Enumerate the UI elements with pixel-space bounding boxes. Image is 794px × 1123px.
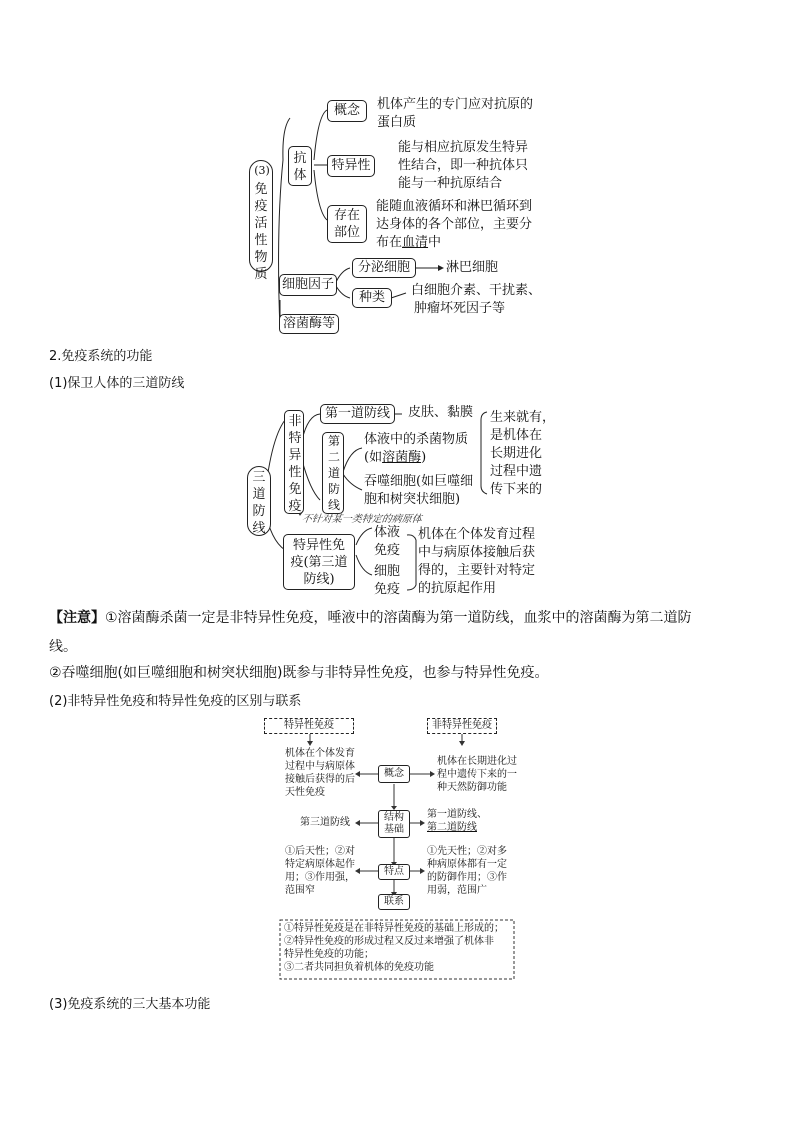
kinds-box: 种类 bbox=[352, 288, 392, 308]
kinds-text-1: 白细胞介素、干扰素、 bbox=[411, 283, 542, 298]
concept-text-2: 蛋白质 bbox=[377, 115, 417, 130]
left-features-4: 范围窄 bbox=[285, 885, 315, 896]
handwritten-annotation: 不针对某一类特定的病原体 bbox=[300, 514, 423, 525]
left-concept-4: 天性免疫 bbox=[285, 787, 325, 798]
secrete-cell-box: 分泌细胞 bbox=[352, 258, 416, 278]
innate-text-3: 长期进化 bbox=[490, 446, 543, 461]
left-concept-3: 接触后获得的后 bbox=[285, 774, 355, 785]
kinds-text-2: 肿瘤坏死因子等 bbox=[414, 301, 506, 316]
left-features-2: 特定病原体起作 bbox=[285, 859, 355, 870]
subheading-three-functions: (3)免疫系统的三大基本功能 bbox=[49, 997, 211, 1012]
location-text-3: 布在血清中 bbox=[376, 235, 442, 250]
concept-node: 概念 bbox=[378, 765, 410, 783]
serum-underlined: 血清 bbox=[402, 235, 429, 250]
left-structure: 第三道防线 bbox=[300, 817, 350, 828]
antibody-label: 抗体 bbox=[293, 151, 307, 183]
immune-active-substance-label: 免疫活性物质 bbox=[254, 182, 268, 282]
left-concept-1: 机体在个体发育 bbox=[285, 748, 355, 759]
subheading-three-defense-lines: (1)保卫人体的三道防线 bbox=[49, 376, 185, 391]
specificity-box: 特异性 bbox=[327, 155, 375, 177]
innate-text-4: 过程中遗 bbox=[490, 464, 543, 479]
right-features-1: ①先天性；②对多 bbox=[427, 846, 507, 857]
specific-immunity-header: 特异性免疫 bbox=[264, 718, 354, 734]
lymphocyte-text: 淋巴细胞 bbox=[446, 260, 499, 275]
left-concept-2: 过程中与病原体 bbox=[285, 761, 355, 772]
second-line-text-1: 体液中的杀菌物质 bbox=[364, 432, 469, 447]
location-label-2: 部位 bbox=[333, 225, 360, 240]
innate-text-1: 生来就有， bbox=[490, 410, 556, 425]
specific-text-1: 机体在个体发育过程 bbox=[418, 527, 536, 542]
specificity-text-2: 性结合，即一种抗体只 bbox=[398, 158, 529, 173]
features-node: 特点 bbox=[378, 864, 410, 880]
right-features-3: 的防御作用；③作 bbox=[427, 872, 507, 883]
second-line-text-4: 胞和树突状细胞) bbox=[364, 492, 461, 507]
second-line-text-3: 吞噬细胞(如巨噬细 bbox=[364, 474, 474, 489]
first-line-text: 皮肤、黏膜 bbox=[408, 405, 474, 420]
nonspecific-immunity-header: 非特异性免疫 bbox=[427, 718, 497, 734]
cytokine-box: 细胞因子 bbox=[279, 274, 337, 296]
relation-text-1: ①特异性免疫是在非特异性免疫的基础上形成的； bbox=[284, 923, 504, 934]
structure-node: 结构 基础 bbox=[378, 810, 410, 838]
concept-box: 概念 bbox=[327, 100, 367, 122]
note-line-2: 线。 bbox=[49, 639, 77, 655]
first-line-box: 第一道防线 bbox=[320, 404, 395, 424]
left-features-3: 用；③作用强， bbox=[285, 872, 355, 883]
right-structure-1: 第一道防线、 bbox=[427, 809, 487, 820]
note-line-3: ②吞噬细胞(如巨噬细胞和树突状细胞)既参与非特异性免疫，也参与特异性免疫。 bbox=[49, 665, 549, 681]
specificity-text-1: 能与相应抗原发生特异 bbox=[398, 140, 529, 155]
relation-text-2: ②特异性免疫的形成过程又反过来增强了机体非 bbox=[284, 936, 494, 947]
subheading-difference-relation: (2)非特异性免疫和特异性免疫的区别与联系 bbox=[49, 694, 302, 709]
location-label-1: 存在 bbox=[333, 208, 360, 223]
fig1-number: (3) bbox=[254, 164, 270, 177]
section-heading-immune-functions: 2.免疫系统的功能 bbox=[49, 349, 153, 364]
humoral-immunity-1: 体液 bbox=[374, 525, 401, 540]
right-concept-3: 种天然防御功能 bbox=[437, 782, 507, 793]
location-text-2: 达身体的各个部位，主要分 bbox=[376, 217, 533, 232]
lysozyme-box: 溶菌酶等 bbox=[279, 314, 339, 334]
specific-text-3: 得的，主要针对特定 bbox=[418, 563, 536, 578]
specificity-text-3: 能与一种抗原结合 bbox=[398, 176, 503, 191]
right-concept-2: 程中遗传下来的一 bbox=[437, 769, 517, 780]
specific-immunity-box: 特异性免 疫(第三道 防线) bbox=[283, 534, 355, 590]
humoral-immunity-2: 免疫 bbox=[374, 543, 401, 558]
cellular-immunity-1: 细胞 bbox=[374, 564, 401, 579]
cellular-immunity-2: 免疫 bbox=[374, 582, 401, 597]
three-lines-label: 三道防线 bbox=[252, 470, 266, 536]
specific-text-2: 中与病原体接触后获 bbox=[418, 545, 536, 560]
location-text-1: 能随血液循环和淋巴循环到 bbox=[376, 199, 533, 214]
nonspecific-immunity-label: 非特异性免疫 bbox=[288, 414, 302, 514]
right-concept-1: 机体在长期进化过 bbox=[437, 756, 517, 767]
second-line-text-2: (如溶菌酶) bbox=[364, 450, 427, 465]
relation-text-4: ③二者共同担负着机体的免疫功能 bbox=[284, 962, 434, 973]
relation-text-3: 特异性免疫的功能； bbox=[284, 949, 374, 960]
note-line-1: 【注意】①溶菌酶杀菌一定是非特异性免疫，唾液中的溶菌酶为第一道防线，血浆中的溶菌酶为第二道防 bbox=[49, 610, 692, 626]
innate-text-2: 是机体在 bbox=[490, 428, 543, 443]
note-label: 【注意】 bbox=[49, 610, 105, 626]
relation-node: 联系 bbox=[378, 894, 410, 910]
right-structure-2: 第二道防线 bbox=[427, 822, 477, 833]
right-features-2: 种病原体都有一定 bbox=[427, 859, 507, 870]
lysozyme-underlined: 溶菌酶 bbox=[382, 450, 422, 465]
concept-text-1: 机体产生的专门应对抗原的 bbox=[377, 97, 534, 112]
second-line-label: 第二道防线 bbox=[327, 434, 340, 512]
innate-text-5: 传下来的 bbox=[490, 482, 543, 497]
right-features-4: 用弱，范围广 bbox=[427, 885, 487, 896]
left-features-1: ①后天性；②对 bbox=[285, 846, 355, 857]
specific-text-4: 的抗原起作用 bbox=[418, 581, 497, 596]
